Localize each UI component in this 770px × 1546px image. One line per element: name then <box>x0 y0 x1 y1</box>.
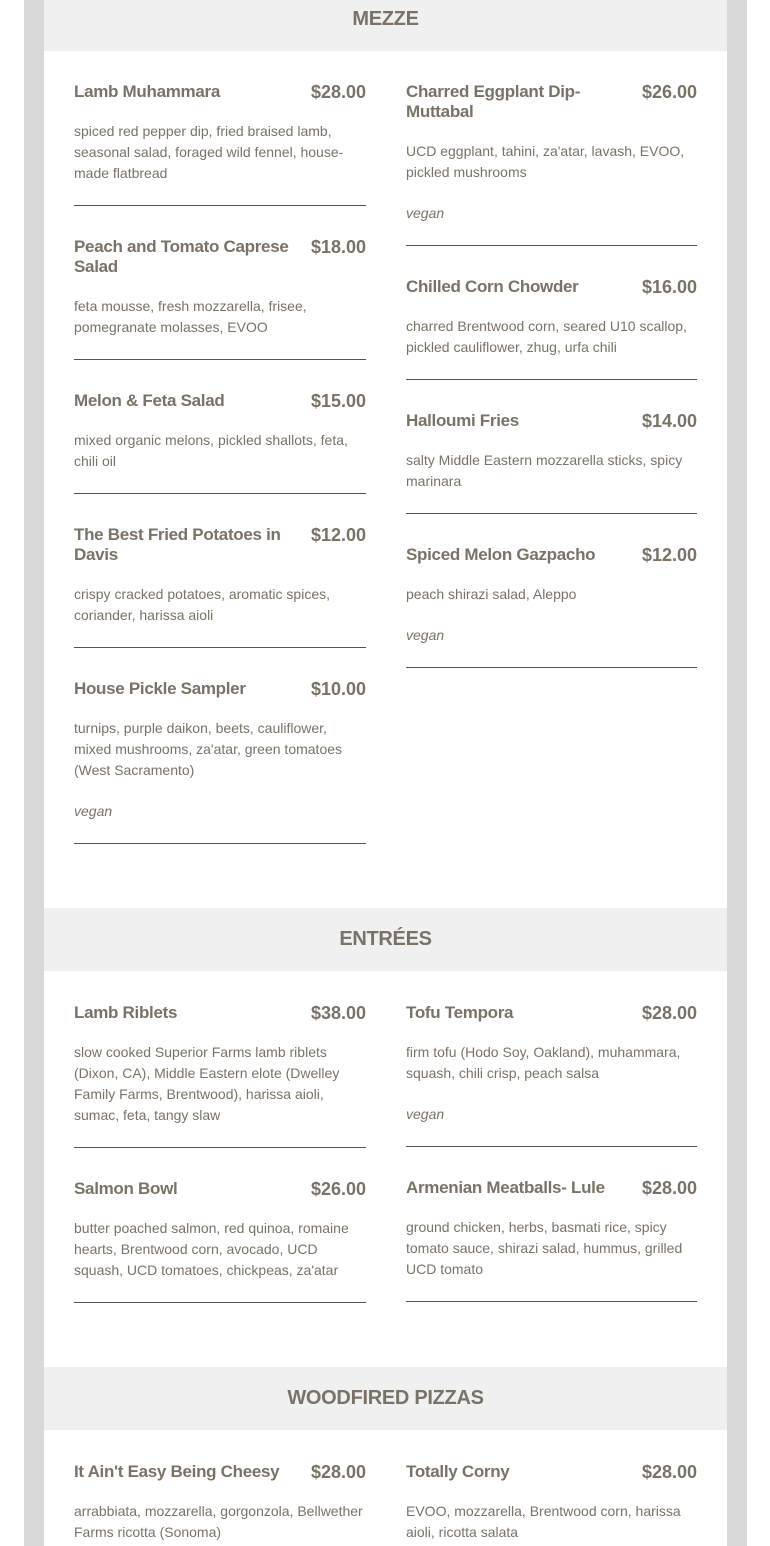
menu-item <box>406 411 697 492</box>
menu-item-description: firm tofu (Hodo Soy, Oakland), muhammara, squash, chili crisp, peach salsa <box>406 1044 681 1081</box>
menu-item-dietary-tag: vegan <box>406 627 445 643</box>
menu-item-price: $16.00 <box>641 277 697 297</box>
menu-item-dietary-tag: vegan <box>406 205 445 221</box>
menu-item <box>74 1003 366 1126</box>
menu-item-header <box>74 1462 366 1482</box>
menu-item-description: EVOO, mozzarella, Brentwood corn, harissa aioli, ricotta salata <box>406 1503 681 1540</box>
menu-item <box>406 1003 697 1125</box>
menu-item-name: It Ain't Easy Being Cheesy <box>74 1462 280 1481</box>
menu-item-header <box>406 545 697 565</box>
menu-item-name: Melon & Feta Salad <box>74 391 225 410</box>
menu-item-price: $18.00 <box>310 237 366 257</box>
menu-item-name: Halloumi Fries <box>406 411 519 430</box>
item-divider <box>74 1302 366 1303</box>
menu-item <box>406 1178 697 1280</box>
menu-item <box>74 679 366 822</box>
menu-item-dietary-tag: vegan <box>406 1106 445 1122</box>
menu-item-description: charred Brentwood corn, seared U10 scallop, pickled cauliflower, zhug, urfa chili <box>406 318 687 355</box>
item-divider <box>406 379 697 380</box>
menu-item-header <box>406 411 697 431</box>
section-header: WOODFIRED PIZZAS <box>44 1367 727 1430</box>
menu-item-price: $28.00 <box>310 82 366 102</box>
menu-item <box>74 237 366 338</box>
menu-item-name: Tofu Tempora <box>406 1003 514 1022</box>
menu-item-description: feta mousse, fresh mozzarella, frisee, pomegranate molasses, EVOO <box>74 298 307 335</box>
menu-item-description: mixed organic melons, pickled shallots, feta, chili oil <box>74 432 348 469</box>
menu-item-price: $12.00 <box>641 545 697 565</box>
section-header: MEZZE <box>44 0 727 51</box>
menu-item-header <box>74 391 366 411</box>
menu-item-price: $28.00 <box>641 1462 697 1482</box>
item-divider <box>74 205 366 206</box>
item-divider <box>74 647 366 648</box>
menu-item <box>74 82 366 184</box>
menu-card <box>44 0 727 1546</box>
menu-item-description: butter poached salmon, red quinoa, romaine hearts, Brentwood corn, avocado, UCD squash, UCD tomatoes, chickpeas, za'atar <box>74 1220 349 1278</box>
menu-item-name: Charred Eggplant Dip- Muttabal <box>406 82 581 121</box>
menu-item-header <box>406 277 697 297</box>
item-divider <box>74 843 366 844</box>
menu-item-name: House Pickle Sampler <box>74 679 246 698</box>
menu-item-description: crispy cracked potatoes, aromatic spices, coriander, harissa aioli <box>74 586 330 623</box>
menu-item-description: ground chicken, herbs, basmati rice, spicy tomato sauce, shirazi salad, hummus, grilled UCD tomato <box>406 1219 683 1277</box>
menu-item-description: turnips, purple daikon, beets, cauliflower, mixed mushrooms, za'atar, green tomatoes (West Sacramento) <box>74 720 343 778</box>
menu-item-header <box>406 82 697 122</box>
menu-item-header <box>74 1179 366 1199</box>
menu-item <box>406 1462 697 1543</box>
menu-item <box>74 1462 366 1543</box>
item-divider <box>406 1301 697 1302</box>
menu-item-name: Spiced Melon Gazpacho <box>406 545 596 564</box>
menu-item-name: Chilled Corn Chowder <box>406 277 579 296</box>
menu-item <box>406 545 697 646</box>
item-divider <box>406 1146 697 1147</box>
menu-item-header <box>74 82 366 102</box>
menu-item-description: arrabbiata, mozzarella, gorgonzola, Bellwether Farms ricotta (Sonoma) <box>74 1503 363 1540</box>
menu-item-header <box>74 1003 366 1023</box>
item-divider <box>406 513 697 514</box>
menu-item-header <box>406 1462 697 1482</box>
menu-item-description: peach shirazi salad, Aleppo <box>406 586 577 602</box>
menu-item <box>74 391 366 472</box>
menu-item-price: $28.00 <box>310 1462 366 1482</box>
menu-item <box>74 1179 366 1281</box>
menu-item-header <box>74 237 366 277</box>
menu-item-header <box>74 525 366 565</box>
menu-item-header <box>406 1003 697 1023</box>
menu-item-description: slow cooked Superior Farms lamb riblets (Dixon, CA), Middle Eastern elote (Dwelley Family Farms, Brentwood), harissa aioli, sumac, feta, tangy slaw <box>74 1044 340 1123</box>
menu-item-price: $26.00 <box>310 1179 366 1199</box>
item-divider <box>406 245 697 246</box>
item-divider <box>406 667 697 668</box>
menu-item-header <box>74 679 366 699</box>
item-divider <box>74 493 366 494</box>
menu-item-price: $26.00 <box>641 82 697 102</box>
menu-item <box>406 82 697 224</box>
menu-item-description: spiced red pepper dip, fried braised lamb, seasonal salad, foraged wild fennel, house-made flatbread <box>74 123 344 181</box>
menu-item-header <box>406 1178 697 1198</box>
menu-item-name: Armenian Meatballs- Lule <box>406 1178 605 1197</box>
menu-item-price: $28.00 <box>641 1003 697 1023</box>
menu-item-name: The Best Fried Potatoes in Davis <box>74 525 281 564</box>
menu-item <box>74 525 366 626</box>
menu-item-description: salty Middle Eastern mozzarella sticks, spicy marinara <box>406 452 683 489</box>
menu-item <box>406 277 697 358</box>
menu-item-name: Salmon Bowl <box>74 1179 178 1198</box>
item-divider <box>74 359 366 360</box>
menu-item-price: $10.00 <box>310 679 366 699</box>
menu-item-price: $28.00 <box>641 1178 697 1198</box>
section-header: ENTRÉES <box>44 908 727 971</box>
menu-item-price: $38.00 <box>310 1003 366 1023</box>
menu-item-dietary-tag: vegan <box>74 803 113 819</box>
menu-item-name: Lamb Riblets <box>74 1003 178 1022</box>
menu-item-name: Totally Corny <box>406 1462 510 1481</box>
item-divider <box>74 1147 366 1148</box>
menu-item-price: $12.00 <box>310 525 366 545</box>
menu-item-price: $14.00 <box>641 411 697 431</box>
menu-item-price: $15.00 <box>310 391 366 411</box>
menu-item-name: Peach and Tomato Caprese Salad <box>74 237 289 276</box>
menu-item-description: UCD eggplant, tahini, za'atar, lavash, EVOO, pickled mushrooms <box>406 143 685 180</box>
menu-item-name: Lamb Muhammara <box>74 82 221 101</box>
